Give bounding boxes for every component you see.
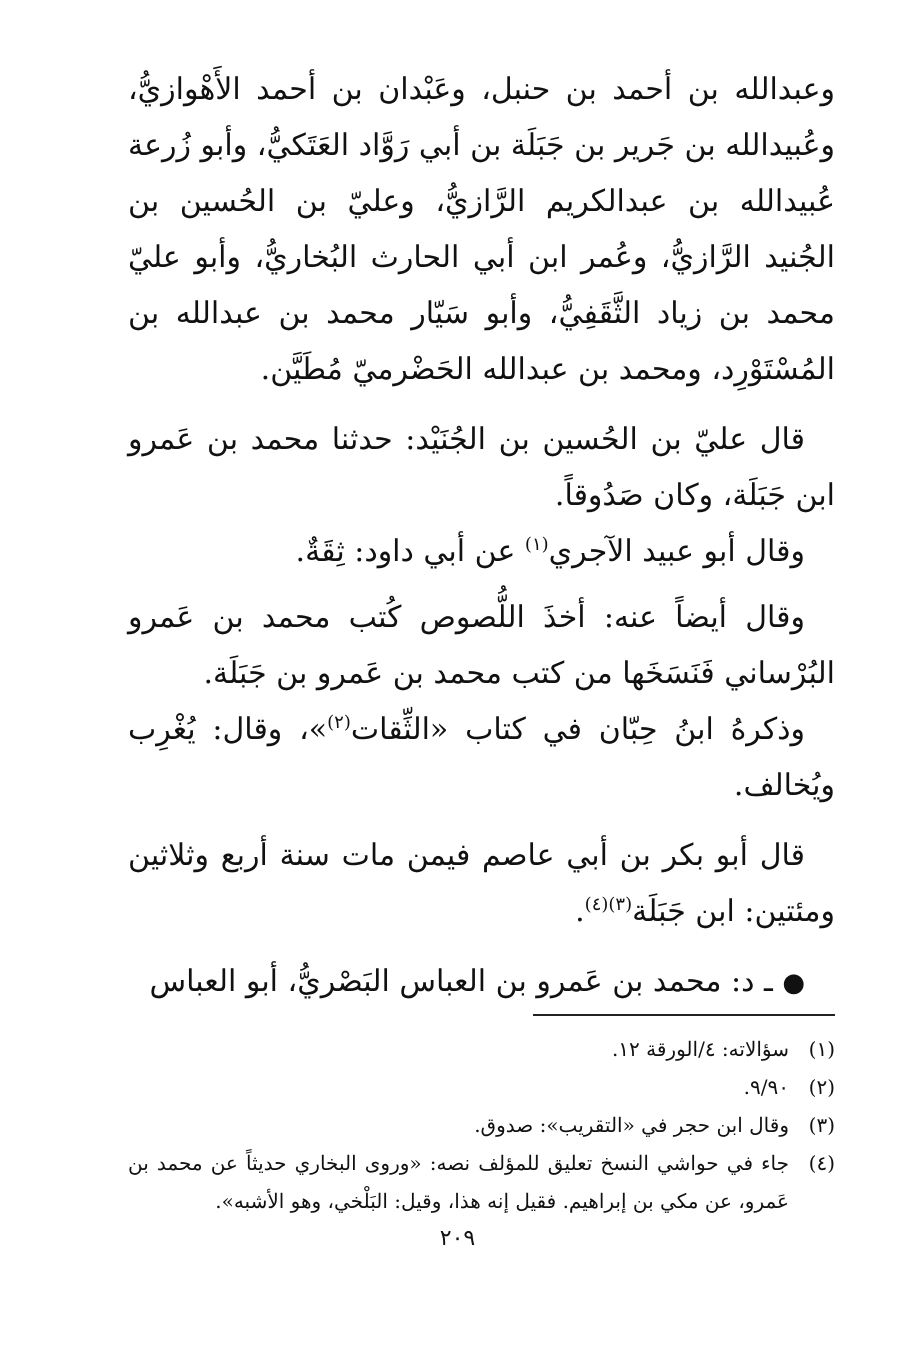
paragraph-abu-ubayd — [128, 524, 835, 580]
footnote-number: (٤) — [808, 1151, 835, 1175]
footnote-3 — [128, 1106, 835, 1144]
paragraph-abu-ubayd-tail: عن أبي داود: ثِقَةٌ. — [295, 534, 525, 569]
main-text — [128, 62, 835, 1011]
footnote-number: (١) — [808, 1037, 835, 1061]
footnote-ref-1[interactable]: (١) — [524, 534, 549, 555]
footnote-text: جاء في حواشي النسخ تعليق للمؤلف نصه: «وروى البخاري حديثاً عن محمد بن عَمرو، عن مكي بن إبراهيم. فقيل إنه هذا، وقيل: البَلْخي، وهو الأشبه». — [128, 1151, 789, 1213]
new-entry-text: ـ د: محمد بن عَمرو بن العباس البَصْريُّ، أبو العباس — [149, 964, 783, 999]
paragraph-thieves: وقال أيضاً عنه: أخذَ اللُّصوص كُتب محمد بن عَمرو البُرْساني فَنَسَخَها من كتب محمد بن عَمرو بن جَبَلَة. — [128, 600, 835, 691]
paragraph-ibn-hibban-tail: »، وقال: يُغْرِب ويُخالف. — [128, 712, 835, 803]
paragraph-ibn-abi-asim — [128, 828, 835, 940]
footnote-separator — [533, 1014, 835, 1016]
footnote-number: (٢) — [808, 1075, 835, 1099]
footnote-4 — [128, 1144, 835, 1220]
paragraph-narrators-list: وعبدالله بن أحمد بن حنبل، وعَبْدان بن أحمد الأَهْوازيُّ، وعُبيدالله بن جَرير بن جَبَلَة بن أبي رَوَّاد العَتَكيُّ، وأبو زُرعة عُبيدالله بن عبدالكريم الرَّازيُّ، وعليّ بن الحُسين بن الجُنيد الرَّازيُّ، وعُمر ابن أبي الحارث البُخاريُّ، وأبو عليّ محمد بن زياد الثَّقَفِيُّ، وأبو سَيّار محمد بن عبدالله بن المُسْتَوْرِد، ومحمد بن عبدالله الحَضْرميّ مُطَيَّن. — [128, 72, 835, 387]
paragraph-ali-ibn-al-junayd: قال عليّ بن الحُسين بن الجُنَيْد: حدثنا محمد بن عَمرو ابن جَبَلَة، وكان صَدُوقاً. — [128, 422, 835, 513]
paragraph-ibn-abi-asim-tail: . — [575, 894, 585, 929]
footnote-ref-3-4[interactable]: (٣)(٤) — [584, 894, 633, 915]
footnotes — [128, 1030, 835, 1220]
footnote-ref-2[interactable]: (٢) — [327, 712, 351, 733]
footnote-1 — [128, 1030, 835, 1068]
paragraph-ibn-hibban — [128, 702, 835, 814]
footnote-text: وقال ابن حجر في «التقريب»: صدوق. — [474, 1113, 789, 1137]
footnote-text: سؤالاته: ٤/الورقة ١٢. — [611, 1037, 789, 1061]
footnote-number: (٣) — [808, 1113, 835, 1137]
footnote-text: ٩/٩٠. — [743, 1075, 789, 1099]
paragraph-abu-ubayd-text: وقال أبو عبيد الآجري — [548, 534, 805, 569]
paragraph-ibn-hibban-text: وذكرهُ ابنُ حِبّان في كتاب «الثِّقات — [350, 712, 805, 747]
footnote-2 — [128, 1068, 835, 1106]
paragraph-new-entry — [128, 954, 835, 1011]
page-number: ٢٠٩ — [439, 1226, 476, 1251]
paragraph-ibn-abi-asim-text: قال أبو بكر بن أبي عاصم فيمن مات سنة أربع وثلاثين ومئتين: ابن جَبَلَة — [128, 838, 835, 929]
bullet-icon: ● — [782, 968, 805, 998]
